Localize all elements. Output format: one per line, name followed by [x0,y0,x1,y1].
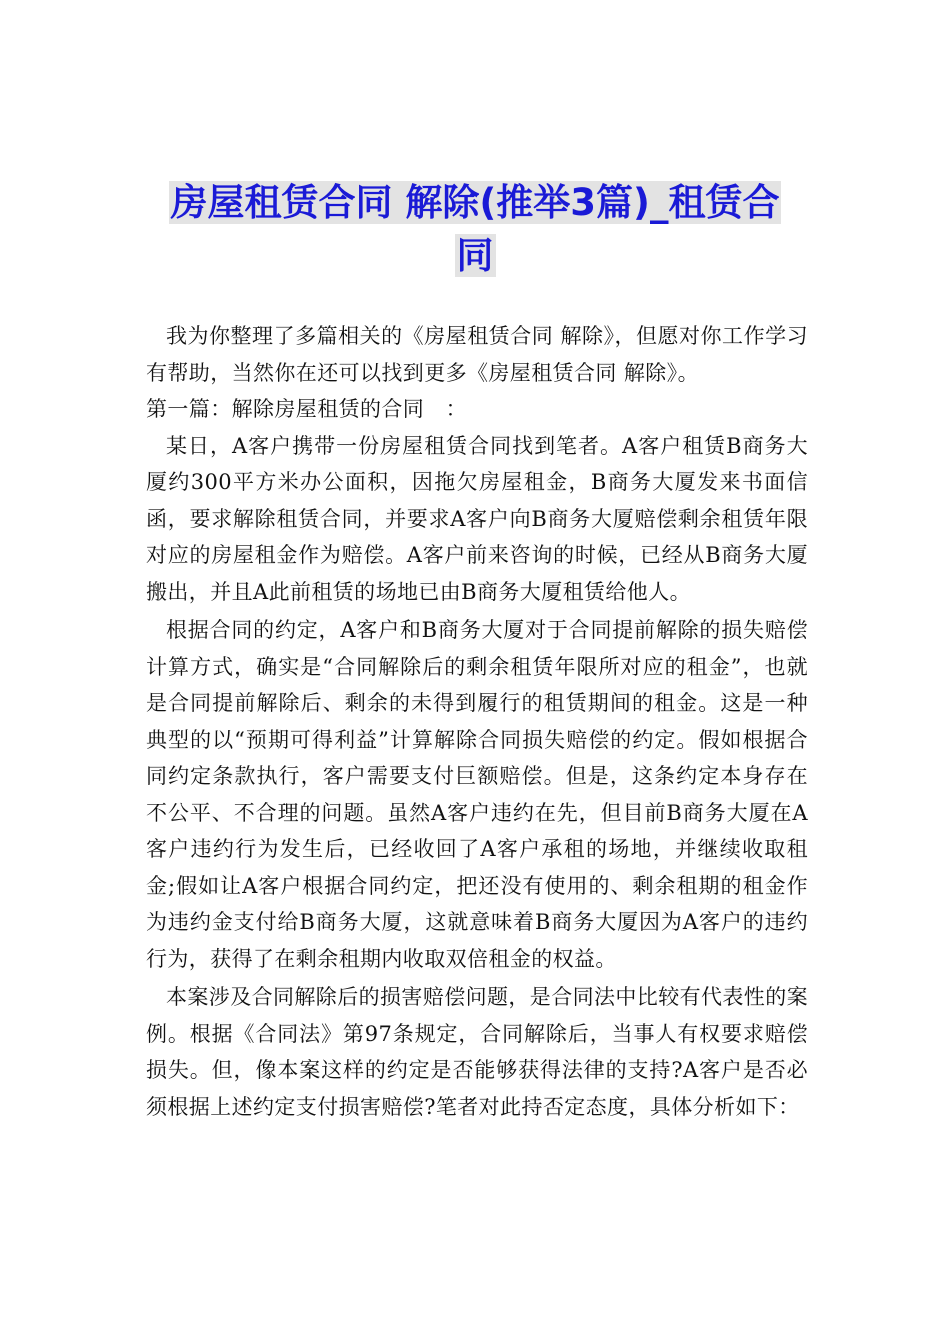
section-heading: 第一篇：解除房屋租赁的合同 ： [146,397,467,421]
body-paragraph-3: 本案涉及合同解除后的损害赔偿问题，是合同法中比较有代表性的案例。根据《合同法》第97条规定，合同解除后，当事人有权要求赔偿损失。但，像本案这样的约定是否能够获得法律的支持?A客户是否必须根据上述约定支付损害赔偿?笔者对此持否定态度，具体分析如下： [146,985,808,1119]
intro-paragraph: 我为你整理了多篇相关的《房屋租赁合同 解除》，但愿对你工作学习有帮助，当然你在还可以找到更多《房屋租赁合同 解除》。 [146,324,808,385]
document-body [146,318,808,1125]
body-paragraph-1: 某日，A客户携带一份房屋租赁合同找到笔者。A客户租赁B商务大厦约300平方米办公面积，因拖欠房屋租金，B商务大厦发来书面信函，要求解除租赁合同，并要求A客户向B商务大厦赔偿剩余租赁年限对应的房屋租金作为赔偿。A客户前来咨询的时候，已经从B商务大厦搬出，并且A此前租赁的场地已由B商务大厦租赁给他人。 [146,433,808,604]
body-paragraph-2: 根据合同的约定，A客户和B商务大厦对于合同提前解除的损失赔偿计算方式，确实是“合同解除后的剩余租赁年限所对应的租金”，也就是合同提前解除后、剩余的未得到履行的租赁期间的租金。这是一种典型的以“预期可得利益”计算解除合同损失赔偿的约定。假如根据合同约定条款执行，客户需要支付巨额赔偿。但是，这条约定本身存在不公平、不合理的问题。虽然A客户违约在先，但目前B商务大厦在A客户违约行为发生后，已经收回了A客户承租的场地，并继续收取租金;假如让A客户根据合同约定，把还没有使用的、剩余租期的租金作为违约金支付给B商务大厦，这就意味着B商务大厦因为A客户的违约行为，获得了在剩余租期内收取双倍租金的权益。 [146,618,808,971]
document-title [140,176,810,282]
title-line-2: 同 [456,234,494,277]
title-line-1: 房屋租赁合同 解除(推举3篇)_租赁合 [170,181,780,224]
